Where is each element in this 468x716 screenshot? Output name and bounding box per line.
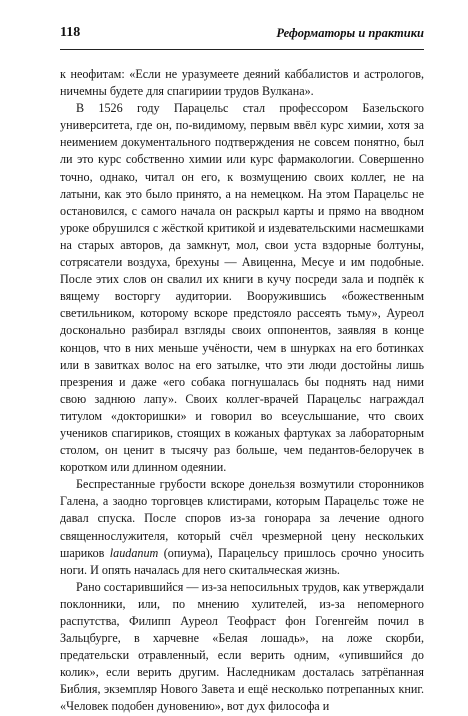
paragraph-text: В 1526 году Парацельс стал профессором Базельского университета, где он, по-видимому, первым ввёл курс химии, хотя за неимением документального подтверждения не совсем понятно, был ли это курс собственно химии или курс фармакологии. Совершенно точно, однако, читал он его, к возмущению своих коллег, не на латыни, как это было принято, а на немецком. На этом Парацельс не остановился, с самого начала он раскрыл карты и прямо на вводном уроке обрушился с жёсткой критикой и издевательскими насмешками на старых авторов, да замкнут, мол, свои уста вздорные болтуны, сотрясатели воздуха, брехуны — Авиценна, Месуе и им подобные. После этих слов он свалил их книги в кучу посреди зала и подпёк к вящему восторгу аудитории. Вооружившись «божественным светильником, которому вскоре предстояло рассеять тьму», Ауреол досконально разбирал взгляды своих оппонентов, заявляя в конце концов, что в них меньше учёности, чем в шнурках на его ботинках или в завитках волос на его затылке, что эти люди достойны лишь презрения и даже «его собака погнушалась бы поднять над ними свою заднюю лапу». Своих коллег-врачей Парацельс награждал титулом «докторишки» и говорил во всеуслышание, что своих учеников спагириков, стоящих в кожаных фартуках за лабораторным столом, он ценит в тысячу раз больше, чем педантов-белоручек в коротком или длинном одеянии. (60, 101, 424, 475)
header-rule (60, 49, 424, 50)
running-title: Реформаторы и практики (276, 26, 424, 40)
paragraph-text: Беспрестанные грубости вскоре донельзя возмутили сторонников Галена, а заодно торговцев клистирами, которым Парацельс тоже не давал спуска. После споров из-за гонорара за лечение одного священнослужителя, который счёл чрезмерной цену нескольких шариков (60, 477, 424, 560)
body-text (60, 66, 424, 716)
italic-term: laudanum (109, 545, 159, 560)
paragraph-text: Рано состарившийся — из-за непосильных трудов, как утверждали поклонники, или, по мнению хулителей, из-за непомерного распутства, Филипп Ауреол Теофраст фон Гогенгейм почил в Зальцбурге, в харчевне «Белая лошадь», на ложе скорби, предательски отравленный, если верить одним, «упившийся до колик», если верить другим. Наследникам досталась затрёпанная Библия, экземпляр Нового Завета и ещё несколько потрепанных книг. «Человек подобен дуновению», вот дух философа и (60, 579, 424, 714)
paragraph (60, 476, 424, 579)
paragraph-text: (опиума), Парацельсу пришлось срочно уносить ноги. И опять началась для него скитальческая жизнь. (60, 545, 424, 577)
paragraph-text: к неофитам: «Если не уразумеете деяний каббалистов и астрологов, ничемны будете для спагириии трудов Вулкана». (60, 67, 424, 99)
paragraph (60, 579, 424, 716)
page-number: 118 (60, 25, 81, 40)
page-header (60, 24, 424, 48)
paragraph (60, 66, 424, 100)
paragraph (60, 100, 424, 476)
